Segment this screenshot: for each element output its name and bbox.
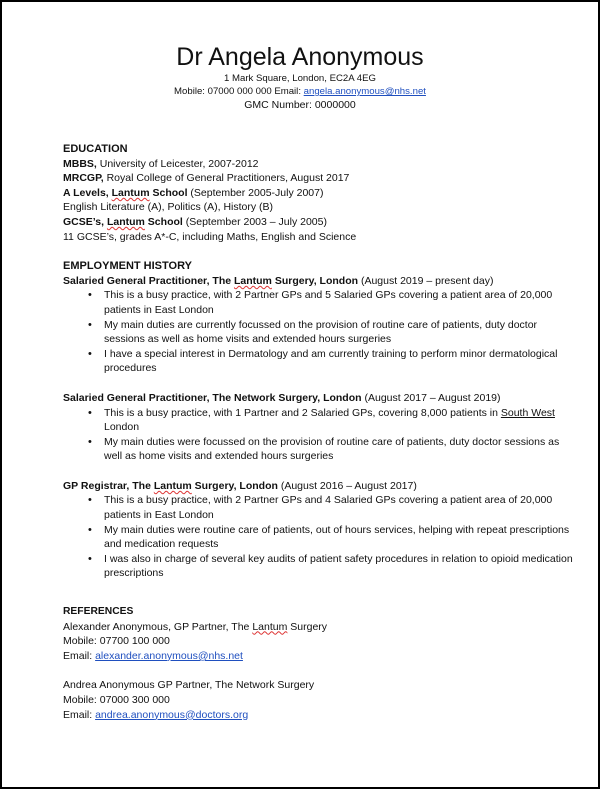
- employment-heading: EMPLOYMENT HISTORY: [63, 260, 192, 273]
- reference-2-name: Andrea Anonymous GP Partner, The Network Surgery: [63, 679, 315, 692]
- spellcheck-word: Lantum: [233, 274, 272, 287]
- cv-body: [63, 142, 578, 722]
- education-line: A Levels, Lantum School (September 2005-July 2007): [63, 186, 324, 199]
- spellcheck-word: Lantum: [106, 215, 145, 228]
- reference-1-email-link[interactable]: alexander.anonymous@nhs.net: [95, 649, 243, 662]
- job-bullets: [63, 493, 578, 581]
- job-bullet: • My main duties were routine care of patients, out of hours services, helping with repeat prescriptions and medication requests: [63, 523, 578, 552]
- job-bullet: • This is a busy practice, with 2 Partner GPs and 4 Salaried GPs covering a patient area of 20,000 patients in East London: [63, 493, 578, 522]
- job-bullet: • My main duties were focussed on the provision of routine care of patients, duty doctor sessions as well as home visits and extended hours surgeries: [63, 435, 578, 464]
- header-email-link[interactable]: angela.anonymous@nhs.net: [303, 86, 426, 97]
- education-line: 11 GCSE’s, grades A*-C, including Maths, English and Science: [63, 230, 357, 243]
- gmc-number: GMC Number: 0000000: [244, 99, 356, 111]
- reference-1-name: Alexander Anonymous, GP Partner, The Lantum Surgery: [63, 620, 328, 633]
- spellcheck-word: Lantum: [153, 479, 192, 492]
- education-line: English Literature (A), Politics (A), History (B): [63, 201, 274, 214]
- job-bullets: [63, 406, 578, 464]
- education-heading: EDUCATION: [63, 143, 128, 155]
- reference-2-mobile: Mobile: 07000 300 000: [63, 694, 170, 706]
- reference-2-email: Email: andrea.anonymous@doctors.org: [63, 708, 249, 721]
- reference-2-email-link[interactable]: andrea.anonymous@doctors.org: [95, 708, 249, 721]
- job-bullet: • This is a busy practice, with 2 Partner GPs and 5 Salaried GPs covering a patient area of 20,000 patients in East London: [63, 288, 578, 317]
- education-line: MRCGP, Royal College of General Practitioners, August 2017: [63, 172, 350, 185]
- job-bullet: • This is a busy practice, with 1 Partner and 2 Salaried GPs, covering 8,000 patients in South West London: [63, 406, 578, 435]
- reference-1-email: Email: alexander.anonymous@nhs.net: [63, 649, 243, 662]
- mobile-text: Mobile: 07000 000 000 Email:: [174, 86, 304, 97]
- education-line: MBBS, University of Leicester, 2007-2012: [63, 157, 259, 170]
- cv-header: [2, 2, 598, 112]
- job-bullet: • I have a special interest in Dermatology and am currently training to perform minor dermatological procedures: [63, 347, 578, 376]
- spellcheck-word: Lantum: [252, 620, 288, 633]
- region-link: South West: [500, 406, 555, 419]
- address-line: 1 Mark Square, London, EC2A 4EG: [224, 73, 376, 84]
- job-bullets: [63, 288, 578, 376]
- reference-1-mobile: Mobile: 07700 100 000: [63, 635, 170, 648]
- candidate-name: Dr Angela Anonymous: [176, 43, 424, 71]
- job-title: Salaried General Practitioner, The Lantum Surgery, London (August 2019 – present day): [63, 274, 494, 287]
- job-bullet: • I was also in charge of several key audits of patient safety procedures in relation to opioid medication prescriptions: [63, 552, 578, 581]
- job-bullet: • My main duties are currently focussed on the provision of routine care of patients, duty doctor sessions as well as home visits and extended hours surgeries: [63, 318, 578, 347]
- contact-line: [2, 85, 598, 98]
- education-line: GCSE’s, Lantum School (September 2003 – July 2005): [63, 215, 327, 228]
- references-heading: REFERENCES: [63, 606, 134, 618]
- spellcheck-word: Lantum: [111, 186, 150, 199]
- job-title: GP Registrar, The Lantum Surgery, London (August 2016 – August 2017): [63, 479, 417, 492]
- job-title: Salaried General Practitioner, The Network Surgery, London (August 2017 – August 2019): [63, 391, 501, 404]
